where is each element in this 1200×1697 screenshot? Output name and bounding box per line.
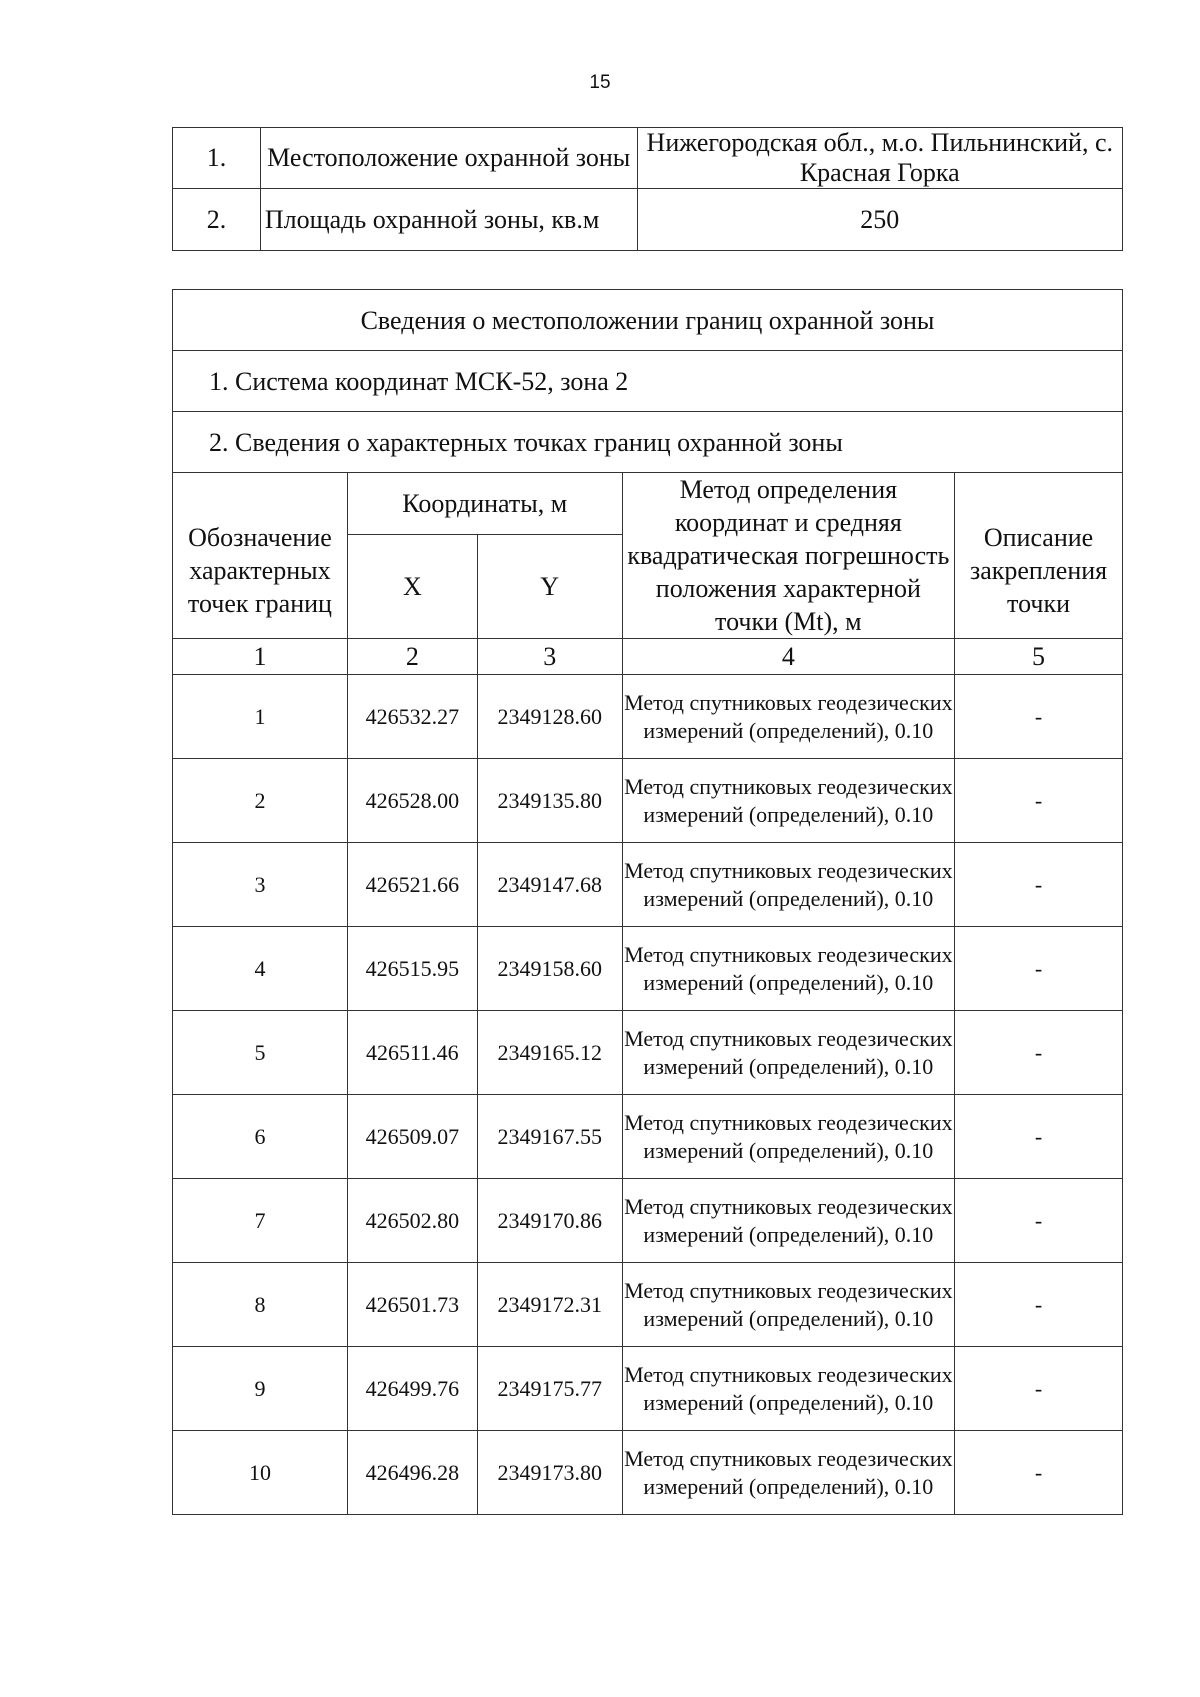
header-y: Y [477,534,622,638]
coord-y: 2349170.86 [477,1179,622,1263]
point-description: - [955,1431,1123,1515]
coord-system-row [173,351,1123,412]
table-row [173,843,1123,927]
coord-y: 2349173.80 [477,1431,622,1515]
column-number: 4 [622,639,954,675]
coord-y: 2349147.68 [477,843,622,927]
header-description: Описание закрепления точки [955,473,1123,639]
point-description: - [955,1011,1123,1095]
method: Метод спутниковых геодезических измерений (определений), 0.10 [622,1179,954,1263]
table-row [173,1011,1123,1095]
point-id: 1 [173,675,348,759]
page-number: 15 [589,72,611,93]
coord-system: 1. Система координат МСК-52, зона 2 [173,351,1123,412]
coord-y: 2349175.77 [477,1347,622,1431]
table-row [173,189,1123,251]
table-row [173,1179,1123,1263]
point-id: 6 [173,1095,348,1179]
point-description: - [955,1095,1123,1179]
point-id: 10 [173,1431,348,1515]
coord-x: 426499.76 [347,1347,477,1431]
row-label: Площадь охранной зоны, кв.м [260,189,637,251]
point-id: 5 [173,1011,348,1095]
point-description: - [955,843,1123,927]
table-row [173,759,1123,843]
coord-x: 426496.28 [347,1431,477,1515]
method: Метод спутниковых геодезических измерений (определений), 0.10 [622,1347,954,1431]
table-row [173,128,1123,189]
method: Метод спутниковых геодезических измерений (определений), 0.10 [622,1263,954,1347]
coord-x: 426502.80 [347,1179,477,1263]
table-title-row [173,290,1123,351]
header-designation: Обозначение характерных точек границ [173,473,348,639]
point-description: - [955,1347,1123,1431]
column-number: 3 [477,639,622,675]
table-row [173,1347,1123,1431]
point-id: 4 [173,927,348,1011]
coord-x: 426511.46 [347,1011,477,1095]
points-title-row [173,412,1123,473]
table-row [173,927,1123,1011]
column-numbers-row [173,639,1123,675]
coord-x: 426521.66 [347,843,477,927]
point-id: 2 [173,759,348,843]
row-label: Местоположение охранной зоны [260,128,637,189]
point-id: 7 [173,1179,348,1263]
table-row [173,1095,1123,1179]
method: Метод спутниковых геодезических измерений (определений), 0.10 [622,675,954,759]
table-title: Сведения о местоположении границ охранной зоны [173,290,1123,351]
coord-x: 426528.00 [347,759,477,843]
method: Метод спутниковых геодезических измерений (определений), 0.10 [622,843,954,927]
coord-x: 426501.73 [347,1263,477,1347]
points-title: 2. Сведения о характерных точках границ охранной зоны [173,412,1123,473]
point-id: 3 [173,843,348,927]
table-row [173,675,1123,759]
column-number: 5 [955,639,1123,675]
header-row [173,473,1123,535]
table-row [173,1431,1123,1515]
column-number: 2 [347,639,477,675]
row-value: Нижегородская обл., м.о. Пильнинский, с. Красная Горка [637,128,1122,189]
row-number: 1. [173,128,261,189]
point-description: - [955,1179,1123,1263]
row-number: 2. [173,189,261,251]
header-method: Метод определения координат и средняя квадратическая погрешность положения характерной точки (Mt), м [622,473,954,639]
boundary-points-table [172,289,1123,1515]
coord-x: 426509.07 [347,1095,477,1179]
coord-y: 2349167.55 [477,1095,622,1179]
point-description: - [955,675,1123,759]
point-id: 9 [173,1347,348,1431]
coord-y: 2349135.80 [477,759,622,843]
point-description: - [955,759,1123,843]
coord-x: 426532.27 [347,675,477,759]
zone-info-table [172,127,1123,251]
header-coords: Координаты, м [347,473,622,535]
coord-y: 2349158.60 [477,927,622,1011]
method: Метод спутниковых геодезических измерений (определений), 0.10 [622,1431,954,1515]
method: Метод спутниковых геодезических измерений (определений), 0.10 [622,1095,954,1179]
row-value: 250 [637,189,1122,251]
table-row [173,1263,1123,1347]
coord-y: 2349128.60 [477,675,622,759]
coord-y: 2349172.31 [477,1263,622,1347]
coord-y: 2349165.12 [477,1011,622,1095]
point-id: 8 [173,1263,348,1347]
method: Метод спутниковых геодезических измерений (определений), 0.10 [622,927,954,1011]
header-x: X [347,534,477,638]
coord-x: 426515.95 [347,927,477,1011]
method: Метод спутниковых геодезических измерений (определений), 0.10 [622,759,954,843]
column-number: 1 [173,639,348,675]
point-description: - [955,1263,1123,1347]
method: Метод спутниковых геодезических измерений (определений), 0.10 [622,1011,954,1095]
point-description: - [955,927,1123,1011]
